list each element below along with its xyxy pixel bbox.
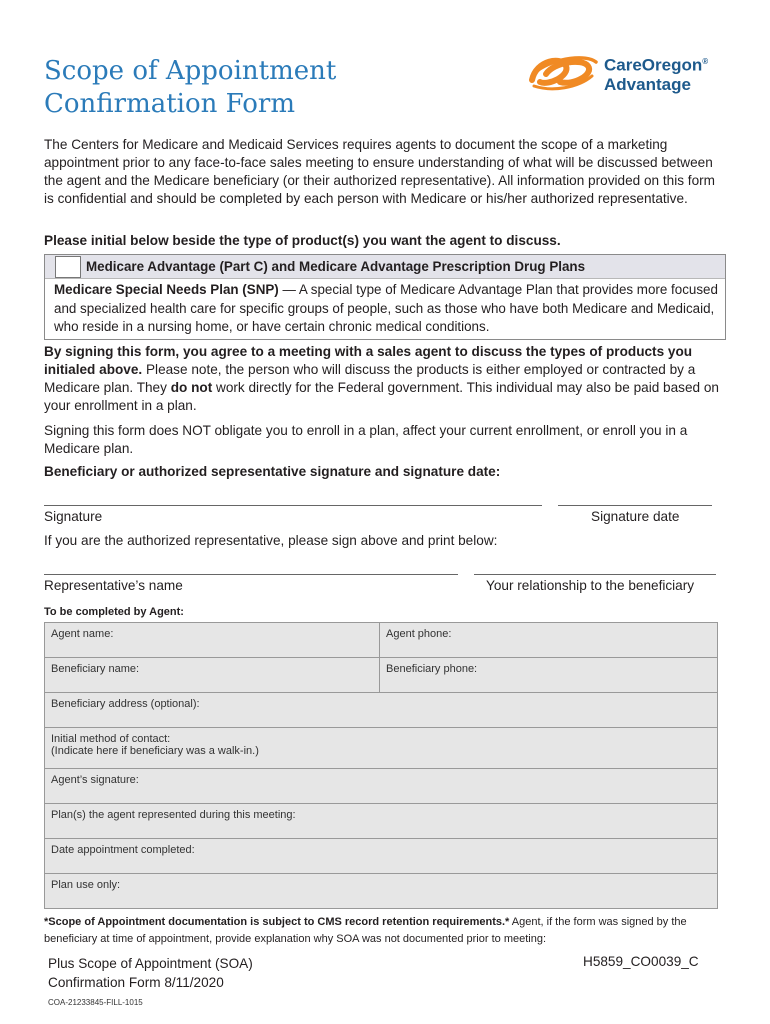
signature-date-label: Signature date [591,509,680,524]
beneficiary-name-field[interactable]: Beneficiary name: [45,658,380,693]
signature-label: Signature [44,509,103,524]
plan-use-only-field[interactable]: Plan use only: [45,874,718,909]
logo-swirl-icon [526,52,600,94]
title-line-2: Confirmation Form [44,89,295,119]
no-obligation-paragraph: Signing this form does NOT obligate you to enroll in a plan, affect your current enrollment, or enroll you in a Medicare plan. [44,423,688,456]
date-completed-field[interactable]: Date appointment completed: [45,839,718,874]
retention-note-bold: *Scope of Appointment documentation is subject to CMS record retention requirements.* [44,916,510,928]
retention-note [44,914,734,948]
agent-signature-field[interactable]: Agent’s signature: [45,769,718,804]
initial-instruction: Please initial below beside the type of product(s) you want the agent to discuss. [44,233,561,248]
title-line-1: Scope of Appointment [44,56,337,86]
beneficiary-address-field[interactable]: Beneficiary address (optional): [45,693,718,728]
snp-desc: — A special type of Medicare Advantage Plan that provides more focused and specialized health care for specific groups of people, such as those who have both Medicare and Medicaid, who reside in a nursing home, or have certain chronic medical conditions. [54,282,718,334]
form-code: COA-21233845-FILL-1015 [48,998,143,1007]
agreement-paragraph [44,343,728,415]
ma-product-label: Medicare Advantage (Part C) and Medicare Advantage Prescription Drug Plans [86,259,586,274]
signature-line[interactable] [44,505,542,506]
product-selection-box [44,254,726,340]
agreement-bold: By signing this form, you agree to a meeting with a sales agent to discuss the types of products you initialed above. [44,344,693,377]
agent-info-table [44,622,718,909]
ma-product-row [45,255,725,279]
agent-phone-field[interactable]: Agent phone: [380,623,718,658]
snp-product-description [54,281,719,337]
signature-heading: Beneficiary or authorized sepresentative signature and signature date: [44,464,501,479]
rep-name-line[interactable] [44,574,458,575]
page-title [44,55,336,121]
relationship-line[interactable] [474,574,716,575]
beneficiary-phone-field[interactable]: Beneficiary phone: [380,658,718,693]
logo-line-2: Advantage [604,74,691,94]
careoregon-logo [526,50,731,96]
form-name [48,954,253,992]
agreement-part3: work directly for the Federal government. This individual may also be paid based on your enrollment in a plan. [44,380,719,413]
signature-date-line[interactable] [558,505,712,506]
rep-name-label: Representative’s name [44,578,183,593]
relationship-label: Your relationship to the beneficiary [486,578,695,593]
rep-instruction: If you are the authorized representative, please sign above and print below: [44,533,498,548]
snp-title: Medicare Special Needs Plan (SNP) [54,282,279,297]
form-name-line-1: Plus Scope of Appointment (SOA) [48,956,253,971]
retention-note-rest: Agent, if the form was signed by the beneficiary at time of appointment, provide explanation why SOA was not documented prior to meeting: [44,916,687,945]
form-id: H5859_CO0039_C [583,954,699,969]
agent-section-heading: To be completed by Agent: [44,606,184,618]
ma-initial-box[interactable] [55,256,81,278]
intro-paragraph: The Centers for Medicare and Medicaid Services requires agents to document the scope of a marketing appointment prior to any face-to-face sales meeting to ensure understanding of what will be discussed between the agent and the Medicare beneficiary (or their authorized representative). All information provided on this form is confidential and should be completed by each person with Medicare or his/her authorized representative. [44,137,715,206]
logo-registered-mark: ® [702,57,709,66]
agreement-part2: Please note, the person who will discuss the products is either employed or contracted by a Medicare plan. They [44,362,696,395]
logo-line-1: CareOregon [604,55,703,75]
contact-method-label: Initial method of contact: [51,733,171,745]
contact-method-field[interactable] [45,728,718,769]
form-name-line-2: Confirmation Form 8/11/2020 [48,975,224,990]
contact-method-note: (Indicate here if beneficiary was a walk-in.) [51,745,259,757]
plans-represented-field[interactable]: Plan(s) the agent represented during this meeting: [45,804,718,839]
agent-name-field[interactable]: Agent name: [45,623,380,658]
agreement-do-not: do not [170,380,213,395]
